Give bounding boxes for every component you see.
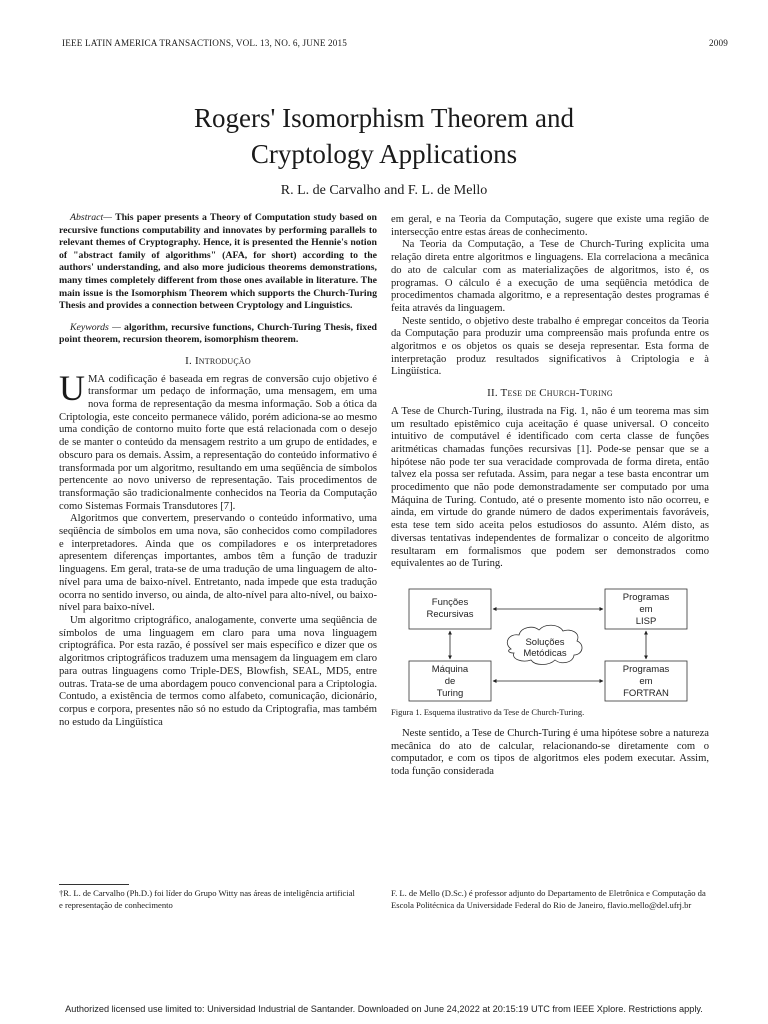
keywords-lead: Keywords <box>70 321 109 333</box>
authors: R. L. de Carvalho and F. L. de Mello <box>280 183 488 198</box>
footnote-author-2: F. L. de Mello (D.Sc.) é professor adjunto do Departamento de Eletrônica e Computação da Escola Politécnica da Universidade Federal do Rio de Janeiro, flavio.mello@del.ufrj.br <box>391 888 706 910</box>
abstract: Abstract— This paper presents a Theory of Computation study based on recursive functions computability and innovates by performing parallels to relevant themes of Cryptography. Hence, it is presented the Hennie's notion of "abstract family of algorithms" (AFA, for short) according to the authors' understanding, and also more judicious theorems demonstrations, many times completely different from those ones available in literature. The main issue is the Isomorphism Theorem which supports the Church-Turing Thesis and provides a connection between Cryptology and Linguistics. <box>59 212 377 312</box>
abstract-text: This paper presents a Theory of Computation study based on recursive functions computability and innovates by performing parallels to relevant themes of Cryptography. Hence, it is presented the Hennie's notion of "abstract family of algorithms" (AFA, for short) according to the authors' understanding, and also more judicious theorems demonstrations, many times completely different from those ones available in literature. The main issue is the Isomorphism Theorem which supports the Church-Turing Thesis and provides a connection between Cryptology and Linguistics. <box>59 212 377 312</box>
intro-paragraph-2: Algoritmos que convertem, preservando o conteúdo informativo, uma seqüência de símbolos em uma nova, são conhecidos como compiladores e interpretadores. Ainda que os compiladores e os interpretadores apresentem diferenças importantes, ambos têm a função de traduzir linguagens. Em geral, trata-se de uma tradução de uma linguagem de alto-nível para uma de baixo-nível. Entretanto, nada impede que esta tradução ocorra no sentido inverso, ou ainda, de alto-nível para alto-nível, ou baixo-nível para baixo-nível. <box>59 513 377 614</box>
figure-caption: Figura 1. Esquema ilustrativo da Tese de Church-Turing. <box>391 706 585 717</box>
intro-paragraph-4: Na Teoria da Computação, a Tese de Church-Turing explicita uma relação direta entre algoritmos e linguagens. Ela correlaciona a mecânica do ato de calcular com as materializações de algoritmos, isto é, os programas. O cálculo é a execução de uma seqüência metódica de procedimentos chamada algoritmo, e a representação destes programas é feita através da linguagem. <box>391 239 709 314</box>
label-methodical: Metódicas <box>523 647 567 659</box>
keywords-text: algorithm, recursive functions, Church-Turing Thesis, fixed point theorem, recursion theorem, isomorphism theorem. <box>59 321 377 346</box>
label-programs-fortran: Programas <box>622 663 670 675</box>
label-turing: Turing <box>436 687 464 699</box>
label-em-fortran: em <box>639 675 653 687</box>
license-footer: Authorized licensed use limited to: Universidad Industrial de Santander. Downloaded on June 24,2022 at 20:15:19 UTC from IEEE Xplore. Restrictions apply. <box>65 1004 703 1014</box>
label-lisp: LISP <box>635 615 657 627</box>
right-column <box>391 214 709 779</box>
label-functions: Funções <box>431 596 469 608</box>
page-number: 2009 <box>709 38 728 48</box>
intro-paragraph-continued: em geral, e na Teoria da Computação, sugere que existe uma região de intersecção entre estas áreas de conhecimento. <box>391 214 709 238</box>
journal-header: IEEE LATIN AMERICA TRANSACTIONS, VOL. 13, NO. 6, JUNE 2015 <box>62 38 348 48</box>
label-machine: Máquina <box>431 663 469 675</box>
title-line-2: Cryptology Applications <box>250 139 518 169</box>
intro-paragraph-3: Um algoritmo criptográfico, analogamente, converte uma seqüência de símbolos de uma linguagem em claro para uma nova linguagem criptográfica. Por esta razão, é possível ser mais específico e dizer que os algoritmos criptográficos traduzem uma mensagem da linguagem em claro para outras linguagens como Triple-DES, Blowfish, SEAL, MD5, entre outras. Trata-se de uma abordagem pouco convencional para a Criptologia. Contudo, a existência de termos como alfabeto, comunicação, dicionário, corpus e corpora, presentes não só no estudo da Criptografia, mas também no estudo da Lingüística <box>59 615 378 728</box>
figure-1 <box>391 583 709 705</box>
drop-cap: U <box>59 367 85 408</box>
label-em-lisp: em <box>639 603 653 615</box>
abstract-lead: Abstract <box>70 212 104 223</box>
section-heading-church-turing: II. Tese de Church-Turing <box>487 387 613 400</box>
label-solutions: Soluções <box>525 636 565 648</box>
footnote-author-1: †R. L. de Carvalho (Ph.D.) foi líder do Grupo Witty nas áreas de inteligência artificial e representação de conhecimento <box>59 888 355 910</box>
left-column <box>59 212 377 729</box>
section-heading-introduction: I. Introdução <box>185 354 251 367</box>
intro-paragraph-1: UMA codificação é baseada em regras de conversão cujo objetivo é transformar um pedaço de informação, uma mensagem, em uma nova forma de representação da mesma informação. Sob a ótica da Criptologia, este conceito permanece válido, porém adiciona-se ao mesmo uma condição de contorno muito forte que está relacionada com o desejo de se manter o conteúdo da mensagem restrito a um grupo de entidades, e obscuro para os demais. Assim, a representação do conteúdo informativo é transformada por um algoritmo, resultando em uma seqüência de símbolos pertencente ao novo universo de representação. Tais procedimentos de transformação são tradicionalmente conhecidos na Teoria da Computação como Sistemas Formais Transdutores [7]. <box>59 367 377 512</box>
label-recursive: Recursivas <box>426 608 474 620</box>
paper-title <box>0 100 768 172</box>
keywords: Keywords — algorithm, recursive functions, Church-Turing Thesis, fixed point theorem, recursion theorem, isomorphism theorem. <box>59 321 377 346</box>
title-line-1: Rogers' Isomorphism Theorem and <box>193 103 575 133</box>
thesis-paragraph-1: A Tese de Church-Turing, ilustrada na Fig. 1, não é um teorema mas sim um resultado epistêmico cuja aceitação é quase universal. O conceito intuitivo de computável é identificado com certa classe de funções aritméticas chamadas funções recursivas [1]. Pode-se pensar que se a hipótese não pode ter sua veracidade comprovada de forma direta, então talvez ela possa ser refutada. Assim, para negar a tese basta encontrar um procedimento que não pode demonstradamente ser computado por uma Máquina de Turing. Contudo, até o presente momento isto não ocorreu, e ainda, em virtude do grande número de dados experimentais favoráveis, esta tese tem sido aceita pelos estudiosos do assunto. Além disto, as diversas tentativas independentes de formalizar o conceito de algoritmo resultaram em formalismos que podem ser demonstrados como equivalentes ao de Turing. <box>391 405 709 570</box>
label-de: de <box>444 675 456 687</box>
label-programs-lisp: Programas <box>622 591 670 603</box>
footnote-rule <box>59 884 129 885</box>
intro-paragraph-5: Neste sentido, o objetivo deste trabalho é empregar conceitos da Teoria da Computação para produzir uma compreensão mais profunda entre os algoritmos e os objetos os quais se deseja representar. Esta forma de interpretação produz resultados significativos à Criptologia e à Lingüística. <box>391 315 709 378</box>
church-turing-diagram <box>391 583 709 705</box>
label-fortran: FORTRAN <box>623 687 669 699</box>
thesis-paragraph-2: Neste sentido, a Tese de Church-Turing é uma hipótese sobre a natureza mecânica do ato de calcular, relacionando-se diretamente com o computador, e com os tipos de algoritmos eles podem executar. Assim, toda função considerada <box>391 727 709 778</box>
